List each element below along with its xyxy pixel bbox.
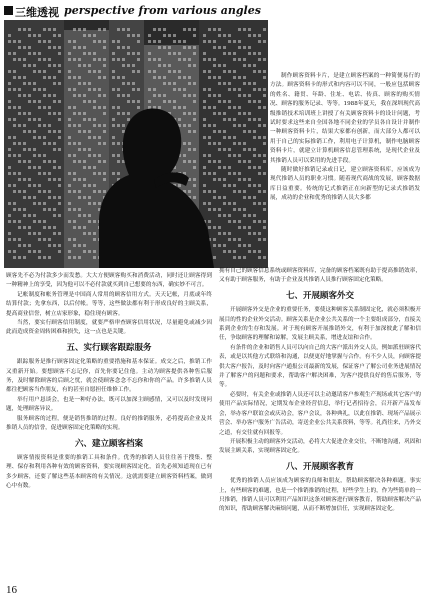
page-header: [4, 3, 424, 19]
paragraph: 服务顾客的过程，便是销售推销的过程。良好的推销服务，必将提高企业及其推销人员的信誉，促进顾客固定化策略的实现。: [6, 415, 212, 432]
lower-left-column: [6, 272, 212, 589]
paragraph: 顾客情报资料是重要的推销工具和条件。优秀的推销人员往往善于搜集、整理、保存和利用各种有效的顾客资料，要实现顾客固定化，首先必须知道现在已有多少顾客，还要了解这些基本顾客的有关情况。这就需要建立顾客资料档案，做到心中有数。: [6, 454, 212, 490]
section-title-en: perspective from various angles: [64, 4, 261, 17]
lower-right-column: [219, 267, 421, 589]
paragraph: 有条件的企业和销售人员可以向自己的大客户派出外交人员，例如派驻顾客代表，或是以其他方式联络和沟通，以便更好地掌握与合作。有不少人员，向顾客提供大客户报告，及时向客户通报公司最新的发展，保证客户了解公司业务进展情况并了解客户的问题和要求，帮助客户解决困难，为客户提供良好的售后服务，等等。: [219, 344, 421, 389]
paragraph: 随时做好推销记录或日记，建立顾客资料库，应该成为现代推销人员的职业习惯。随着现代商战的发展，顾客数据库日益重要。传统的记式推销正在向新型的记录式推销发展，成功的企业和优秀的推销人员大多都: [270, 167, 420, 202]
paragraph: 开展顾客外交是企业的重要任务，要使这种顾客关系制固定化，就必须积极开展目的性的企业外交活动。顾客关系是企业公共关系的一个主要组成部分，直接关系到企业的生存和发展。对于现有顾客开展推销外交，有利于加深彼此了解和信任，争取顾客的理解和谅解，发展主顾关系，增进友谊和合作。: [219, 307, 421, 342]
photo-city-skyline: [4, 20, 268, 268]
paragraph: 拥有自己的顾客信息系统或顾客资料库，完备的顾客档案既有助于提高推销效率，又有助于顾客服务，有助于企业及其推销人员推行顾客固定化策略。: [219, 268, 421, 284]
header-square-icon: [4, 6, 13, 15]
section-heading: 五、实行顾客跟踪服务: [66, 342, 152, 353]
paragraph: 开展积极主动的顾客外交活动，必将大大促进企业交往，不断地沟通，巩固和发展主顾关系，实现顾客固定化。: [219, 438, 421, 455]
page-number: 16: [6, 584, 17, 596]
section-heading: 八、开展顾客教育: [285, 461, 354, 472]
paragraph: 优秀的推销人员应该成为顾客的良师和朋友，帮助顾客解决各种难题。事实上，有些顾客的难题，也是一个推销推销的过程，好些学生上的，作为些简单的一只推销，推销人员可以利用产品知识这条对顾客进行顾客教育，帮助顾客解决产品的知识，帮助顾客解决麻烦问题，从而不断增加信任，实现顾客固定化。: [219, 478, 421, 513]
paragraph: 顾客先不必为付款多少而发愁。大大方便顾客购买和消费活动，同时还让顾客得到一种精神上的享受，因为他可以不必付款就买到自己想要的东西，确实妙不可言。: [6, 273, 212, 289]
right-top-column: [270, 72, 420, 268]
paragraph: 必要时，有关企业或推销人员还可以主动邀请客户参观生产现场或其它客户的使用产品实际情况，定期发布企业经营信息，举行记者招待会，召开新产品发布会，举办客户联谊会或庆功会，客户会议，各种典礼，以此在推销、现场产品展示营会、举办客户服务广告活动，寄送企业公共关系资料，等等。礼尚往来，乃外交之道，有交往就有回报等。: [219, 391, 421, 436]
paragraph: 当然，要实行顾客信用制度，就要严格审查顾客信用状况，尽量避免或减少因此而造成资金周转困难和损失，这一点也是关键。: [6, 320, 212, 336]
paragraph: 跟踪服务是推行顾客固定化策略的重要措施和基本保证。成交之后，推销工作又重新开始。要想顾客不忘记你，首先你要记住他。主动为顾客提供各种售后服务，及时解除顾客的后顾之忧，就会使顾客念念不忘你和你的产品。许多推销人员都往把顾客当作朋友，有的甚至自愿担任维修工作。: [6, 359, 212, 394]
section-heading: 七、开展顾客外交: [285, 290, 354, 301]
paragraph: 记帐制度和帐务管理是中国商人常用的顾客信用方式。天天记帐，月底或年终结算付款；先拿东西，以后付帐。等等，这些做法都有利于形成良好的主顾关系，提高商业信誉，树立店家形象，稳住现有顾客。: [6, 291, 212, 317]
paragraph: 举行用户恳谈会，也是一种好办法，既可以加深主顾感情，又可以及时发现问题，处理顾客异议。: [6, 396, 212, 413]
section-title-cn: 三维透视: [15, 6, 59, 19]
section-heading: 六、建立顾客档案: [74, 438, 143, 449]
paragraph: 制作顾客资料卡片，是建立顾客档案的一种简便易行的方法。顾客资料卡的形式和内容可以不同，一般应包括顾客的姓名、籍贯、年龄、住址、电话、传真、顾客的购买情况、顾客的服务记录、等等。1988年夏天，我在深圳现代高级推销技术培训班上讲授了有关顾客资料卡的设计问题，考试时要求这些来自全国各地不同企业的学员各自设计并制作一种顾客资料卡片，结果大家都有创新，而大部分人都可以用于自己的实际推销工作，利用电子计算机，制作电脑顾客资料卡片，就建立计算机顾客信息管理系统，是现代企业及其推销人员可以采用的先进手段。: [270, 73, 420, 164]
